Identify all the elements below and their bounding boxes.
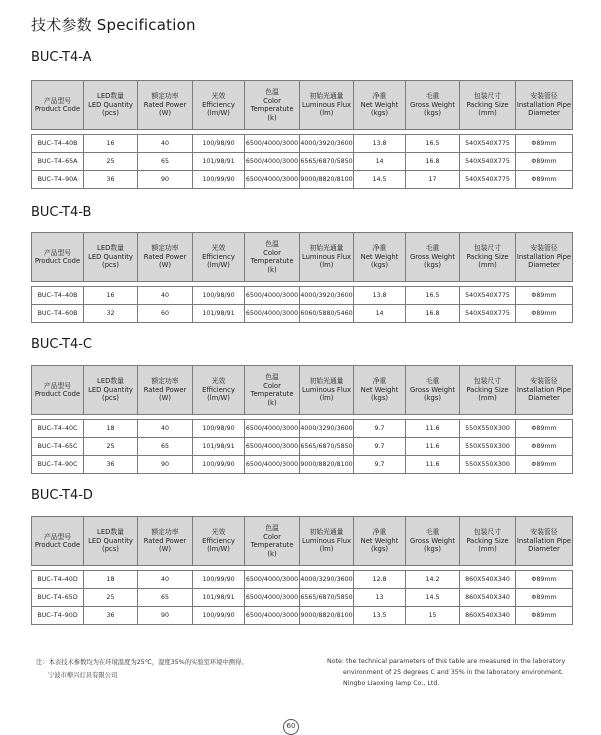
column-header-en: Packing Size (mm) <box>466 100 509 118</box>
column-header-zh: 净重 <box>372 244 387 253</box>
table-cell: 4000/3920/3600 <box>300 287 354 305</box>
table-cell: Φ89mm <box>516 589 573 607</box>
table-cell: 11.6 <box>406 420 460 438</box>
spec-table-a <box>31 80 573 189</box>
column-header <box>138 517 193 566</box>
table-cell: 6500/4000/3000 <box>245 287 300 305</box>
column-header <box>84 517 138 566</box>
spec-table-b <box>31 232 573 323</box>
table-cell: 14 <box>354 153 406 171</box>
table-cell: 13.8 <box>354 135 406 153</box>
column-header-zh: 包装尺寸 <box>473 244 502 253</box>
table-row <box>32 135 573 153</box>
table-cell: 100/99/90 <box>193 607 245 625</box>
column-header-zh: 净重 <box>372 528 387 537</box>
table-cell: Φ89mm <box>516 305 573 323</box>
column-header <box>354 517 406 566</box>
table-row <box>32 571 573 589</box>
table-cell: 90 <box>138 607 193 625</box>
table-cell: 550X550X300 <box>460 456 516 474</box>
spec-table-c <box>31 365 573 474</box>
column-header-zh: 光效 <box>211 528 226 537</box>
column-header <box>245 81 300 130</box>
column-header-zh: 色温 <box>265 373 279 381</box>
table-cell: 550X550X300 <box>460 420 516 438</box>
column-header-zh: LED数量 <box>97 377 124 386</box>
table-cell: 40 <box>138 571 193 589</box>
column-header <box>406 233 460 282</box>
column-header-en: Gross Weight (kgs) <box>410 385 455 403</box>
column-header <box>32 81 84 130</box>
column-header <box>354 81 406 130</box>
column-header <box>193 517 245 566</box>
table-cell: 6500/4000/3000 <box>245 571 300 589</box>
column-header-zh: 初始光通量 <box>309 528 344 537</box>
table-cell: 12.8 <box>354 571 406 589</box>
column-header-zh: 色温 <box>265 240 279 248</box>
column-header <box>84 81 138 130</box>
table-row <box>32 153 573 171</box>
table-cell: BUC–T4–40D <box>32 571 84 589</box>
column-header-en: Net Weight (kgs) <box>360 252 399 270</box>
table-cell: BUC–T4–90D <box>32 607 84 625</box>
table-row <box>32 287 573 305</box>
page-number: 60 <box>283 719 299 735</box>
table-cell: 90 <box>138 456 193 474</box>
column-header <box>354 366 406 415</box>
table-cell: BUC–T4–40B <box>32 287 84 305</box>
column-header-zh: 安装管径 <box>530 377 558 386</box>
table-cell: 16 <box>84 135 138 153</box>
table-cell: 4000/3920/3600 <box>300 135 354 153</box>
column-header <box>245 233 300 282</box>
table-cell: Φ89mm <box>516 171 573 189</box>
table-cell: 6500/4000/3000 <box>245 305 300 323</box>
section-title-c: BUC-T4-C <box>31 337 92 352</box>
table-cell: BUC–T4–40B <box>32 135 84 153</box>
column-header-zh: 额定功率 <box>151 377 179 386</box>
column-header-en: Packing Size (mm) <box>466 252 509 270</box>
column-header-zh: 初始光通量 <box>309 377 344 386</box>
table-cell: 550X550X300 <box>460 438 516 456</box>
table-cell: 14.5 <box>354 171 406 189</box>
column-header <box>138 233 193 282</box>
column-header-en: Color Temperatute (k) <box>250 96 294 122</box>
column-header-en: Color Temperatute (k) <box>250 248 294 274</box>
table-cell: 6500/4000/3000 <box>245 607 300 625</box>
column-header-en: Net Weight (kgs) <box>360 536 399 554</box>
table-cell: 11.6 <box>406 438 460 456</box>
column-header <box>300 517 354 566</box>
table-cell: 100/99/90 <box>193 171 245 189</box>
column-header-zh: 安装管径 <box>530 528 558 537</box>
column-header-en: Gross Weight (kgs) <box>410 252 455 270</box>
company-zh: 宁波市燎兴灯具有限公司 <box>48 672 118 679</box>
column-header <box>84 233 138 282</box>
table-row <box>32 305 573 323</box>
column-header-en: LED Quantity (pcs) <box>88 252 133 270</box>
column-header-en: Rated Power (W) <box>143 385 187 403</box>
table-row <box>32 420 573 438</box>
table-cell: Φ89mm <box>516 420 573 438</box>
column-header-zh: 额定功率 <box>151 528 179 537</box>
table-cell: Φ89mm <box>516 571 573 589</box>
column-header-zh: LED数量 <box>97 528 124 537</box>
column-header-zh: 包装尺寸 <box>473 528 502 537</box>
table-cell: 4000/3290/3600 <box>300 571 354 589</box>
section-title-a: BUC-T4-A <box>31 50 92 65</box>
column-header-zh: 净重 <box>372 92 387 101</box>
column-header-en: Product Code <box>34 390 81 398</box>
table-cell: BUC–T4–60B <box>32 305 84 323</box>
column-header-en: Luminous Flux (lm) <box>301 252 352 270</box>
table-cell: 13 <box>354 589 406 607</box>
column-header-en: Luminous Flux (lm) <box>301 385 352 403</box>
table-cell: BUC–T4–65D <box>32 589 84 607</box>
column-header-en: LED Quantity (pcs) <box>88 100 133 118</box>
column-header-en: Rated Power (W) <box>143 536 187 554</box>
column-header <box>516 517 573 566</box>
column-header-zh: 产品型号 <box>43 381 72 390</box>
table-cell: 860X540X340 <box>460 571 516 589</box>
section-title-b: BUC-T4-B <box>31 205 92 220</box>
table-row <box>32 171 573 189</box>
column-header-en: Efficiency (lm/W) <box>202 100 235 118</box>
column-header-zh: 包装尺寸 <box>473 377 502 386</box>
table-cell: 36 <box>84 607 138 625</box>
table-cell: 18 <box>84 420 138 438</box>
table-cell: 13.8 <box>354 287 406 305</box>
table-cell: 540X540X775 <box>460 171 516 189</box>
footer-note-en <box>327 656 565 689</box>
table-cell: 16.5 <box>406 135 460 153</box>
footer-note-zh <box>36 656 248 682</box>
column-header-zh: 毛重 <box>425 528 440 537</box>
table-cell: 40 <box>138 135 193 153</box>
table-cell: Φ89mm <box>516 287 573 305</box>
table-cell: 11.6 <box>406 456 460 474</box>
column-header-zh: 安装管径 <box>530 244 558 253</box>
column-header <box>84 366 138 415</box>
table-cell: 100/98/90 <box>193 287 245 305</box>
table-cell: 13.5 <box>354 607 406 625</box>
note-zh-text: 注：本表技术参数均为在环境温度为25℃，湿度35%的实验室环境中测得。 <box>36 659 248 666</box>
column-header <box>460 366 516 415</box>
column-header-en: Product Code <box>34 105 81 113</box>
table-cell: 32 <box>84 305 138 323</box>
table-cell: 15 <box>406 607 460 625</box>
table-cell: 4000/3290/3600 <box>300 420 354 438</box>
column-header-zh: 安装管径 <box>530 92 558 101</box>
column-header <box>138 366 193 415</box>
column-header-zh: 产品型号 <box>43 96 72 105</box>
table-cell: 540X540X775 <box>460 287 516 305</box>
column-header <box>245 517 300 566</box>
column-header-en: Net Weight (kgs) <box>360 385 399 403</box>
table-cell: 14.5 <box>406 589 460 607</box>
column-header <box>406 366 460 415</box>
column-header <box>516 233 573 282</box>
column-header-zh: 光效 <box>211 244 226 253</box>
column-header <box>516 81 573 130</box>
table-cell: 9000/8820/8100 <box>300 171 354 189</box>
column-header <box>516 366 573 415</box>
table-cell: 16.5 <box>406 287 460 305</box>
table-cell: BUC–T4–90A <box>32 171 84 189</box>
table-cell: 18 <box>84 571 138 589</box>
column-header <box>406 81 460 130</box>
column-header <box>138 81 193 130</box>
table-cell: 17 <box>406 171 460 189</box>
table-cell: 40 <box>138 420 193 438</box>
column-header-en: Luminous Flux (lm) <box>301 100 352 118</box>
table-row <box>32 456 573 474</box>
column-header-zh: LED数量 <box>97 244 124 253</box>
column-header-zh: 毛重 <box>425 244 440 253</box>
table-cell: 100/99/90 <box>193 456 245 474</box>
section-title-d: BUC-T4-D <box>31 488 93 503</box>
column-header-en: Installation Pipe Diameter <box>516 536 572 554</box>
table-cell: 65 <box>138 153 193 171</box>
column-header <box>354 233 406 282</box>
column-header-zh: 产品型号 <box>43 248 72 257</box>
table-cell: 16 <box>84 287 138 305</box>
column-header-zh: 初始光通量 <box>309 244 344 253</box>
table-cell: 25 <box>84 589 138 607</box>
table-cell: 6500/4000/3000 <box>245 153 300 171</box>
table-cell: 101/98/91 <box>193 589 245 607</box>
table-cell: 100/98/90 <box>193 420 245 438</box>
column-header <box>193 81 245 130</box>
column-header-en: Installation Pipe Diameter <box>516 385 572 403</box>
column-header-en: Efficiency (lm/W) <box>202 252 235 270</box>
table-cell: 6500/4000/3000 <box>245 135 300 153</box>
table-cell: 6500/4000/3000 <box>245 420 300 438</box>
table-cell: 6500/4000/3000 <box>245 171 300 189</box>
column-header <box>32 366 84 415</box>
table-cell: BUC–T4–90C <box>32 456 84 474</box>
column-header <box>460 233 516 282</box>
table-cell: 36 <box>84 171 138 189</box>
column-header <box>460 517 516 566</box>
table-cell: 9.7 <box>354 420 406 438</box>
table-cell: Φ89mm <box>516 438 573 456</box>
table-cell: 6565/6870/5850 <box>300 589 354 607</box>
column-header <box>300 366 354 415</box>
table-cell: Φ89mm <box>516 135 573 153</box>
table-cell: 16.8 <box>406 305 460 323</box>
table-cell: 9000/8820/8100 <box>300 456 354 474</box>
table-cell: 16.8 <box>406 153 460 171</box>
column-header-en: Efficiency (lm/W) <box>202 385 235 403</box>
table-cell: 6500/4000/3000 <box>245 438 300 456</box>
table-cell: 540X540X775 <box>460 153 516 171</box>
table-cell: 25 <box>84 438 138 456</box>
table-cell: 65 <box>138 589 193 607</box>
table-cell: 40 <box>138 287 193 305</box>
column-header-en: Efficiency (lm/W) <box>202 536 235 554</box>
table-cell: 65 <box>138 438 193 456</box>
table-cell: 540X540X775 <box>460 135 516 153</box>
page-title: 技术参数 Specification <box>31 16 196 34</box>
table-row <box>32 438 573 456</box>
column-header-en: Gross Weight (kgs) <box>410 100 455 118</box>
table-cell: 90 <box>138 171 193 189</box>
column-header <box>460 81 516 130</box>
table-cell: 36 <box>84 456 138 474</box>
table-cell: 60 <box>138 305 193 323</box>
table-cell: 860X540X340 <box>460 607 516 625</box>
column-header-en: Rated Power (W) <box>143 252 187 270</box>
column-header-zh: 产品型号 <box>43 532 72 541</box>
table-cell: 14 <box>354 305 406 323</box>
table-cell: 6060/5880/5460 <box>300 305 354 323</box>
table-cell: BUC–T4–65A <box>32 153 84 171</box>
column-header-en: Luminous Flux (lm) <box>301 536 352 554</box>
table-cell: 860X540X340 <box>460 589 516 607</box>
column-header-zh: 光效 <box>211 377 226 386</box>
column-header-en: Rated Power (W) <box>143 100 187 118</box>
column-header-en: LED Quantity (pcs) <box>88 536 133 554</box>
column-header <box>193 233 245 282</box>
column-header-zh: 净重 <box>372 377 387 386</box>
column-header <box>406 517 460 566</box>
table-cell: BUC–T4–65C <box>32 438 84 456</box>
table-cell: 14.2 <box>406 571 460 589</box>
column-header-en: Net Weight (kgs) <box>360 100 399 118</box>
column-header-en: Packing Size (mm) <box>466 536 509 554</box>
table-cell: 6565/6870/5850 <box>300 438 354 456</box>
column-header-zh: 毛重 <box>425 377 440 386</box>
column-header-en: Color Temperatute (k) <box>250 532 294 558</box>
column-header-zh: 光效 <box>211 92 226 101</box>
table-cell: 9.7 <box>354 438 406 456</box>
table-cell: 9000/8820/8100 <box>300 607 354 625</box>
note-en-line2: environment of 25 degrees C and 35% in the laboratory environment. <box>343 669 564 676</box>
column-header <box>300 233 354 282</box>
company-en: Ningbo Liaoxing lamp Co., Ltd. <box>343 680 440 687</box>
table-cell: 540X540X775 <box>460 305 516 323</box>
column-header-zh: 额定功率 <box>151 92 179 101</box>
column-header-en: Product Code <box>34 541 81 549</box>
spec-table-d <box>31 516 573 625</box>
column-header <box>245 366 300 415</box>
column-header <box>193 366 245 415</box>
note-en-line1: Note: the technical parameters of this table are measured in the laboratory <box>327 658 566 665</box>
column-header-zh: 额定功率 <box>151 244 179 253</box>
table-cell: BUC–T4–40C <box>32 420 84 438</box>
column-header-en: Gross Weight (kgs) <box>410 536 455 554</box>
column-header-en: Packing Size (mm) <box>466 385 509 403</box>
table-cell: 25 <box>84 153 138 171</box>
table-row <box>32 589 573 607</box>
column-header-en: Installation Pipe Diameter <box>516 100 572 118</box>
table-cell: 6500/4000/3000 <box>245 456 300 474</box>
table-cell: Φ89mm <box>516 607 573 625</box>
column-header <box>32 517 84 566</box>
column-header-zh: 毛重 <box>425 92 440 101</box>
table-cell: 100/99/90 <box>193 571 245 589</box>
table-cell: 6565/6870/5850 <box>300 153 354 171</box>
table-cell: 101/98/91 <box>193 305 245 323</box>
column-header-zh: 包装尺寸 <box>473 92 502 101</box>
column-header-en: Product Code <box>34 257 81 265</box>
column-header-zh: LED数量 <box>97 92 124 101</box>
table-cell: 6500/4000/3000 <box>245 589 300 607</box>
table-cell: 101/98/91 <box>193 438 245 456</box>
table-cell: Φ89mm <box>516 456 573 474</box>
column-header-zh: 色温 <box>265 88 279 96</box>
table-cell: 101/98/91 <box>193 153 245 171</box>
table-cell: 9.7 <box>354 456 406 474</box>
table-cell: 100/98/90 <box>193 135 245 153</box>
column-header <box>32 233 84 282</box>
table-cell: Φ89mm <box>516 153 573 171</box>
column-header-en: Installation Pipe Diameter <box>516 252 572 270</box>
table-row <box>32 607 573 625</box>
column-header-en: Color Temperatute (k) <box>250 381 294 407</box>
column-header-en: LED Quantity (pcs) <box>88 385 133 403</box>
column-header-zh: 初始光通量 <box>309 92 344 101</box>
column-header <box>300 81 354 130</box>
column-header-zh: 色温 <box>265 524 279 532</box>
